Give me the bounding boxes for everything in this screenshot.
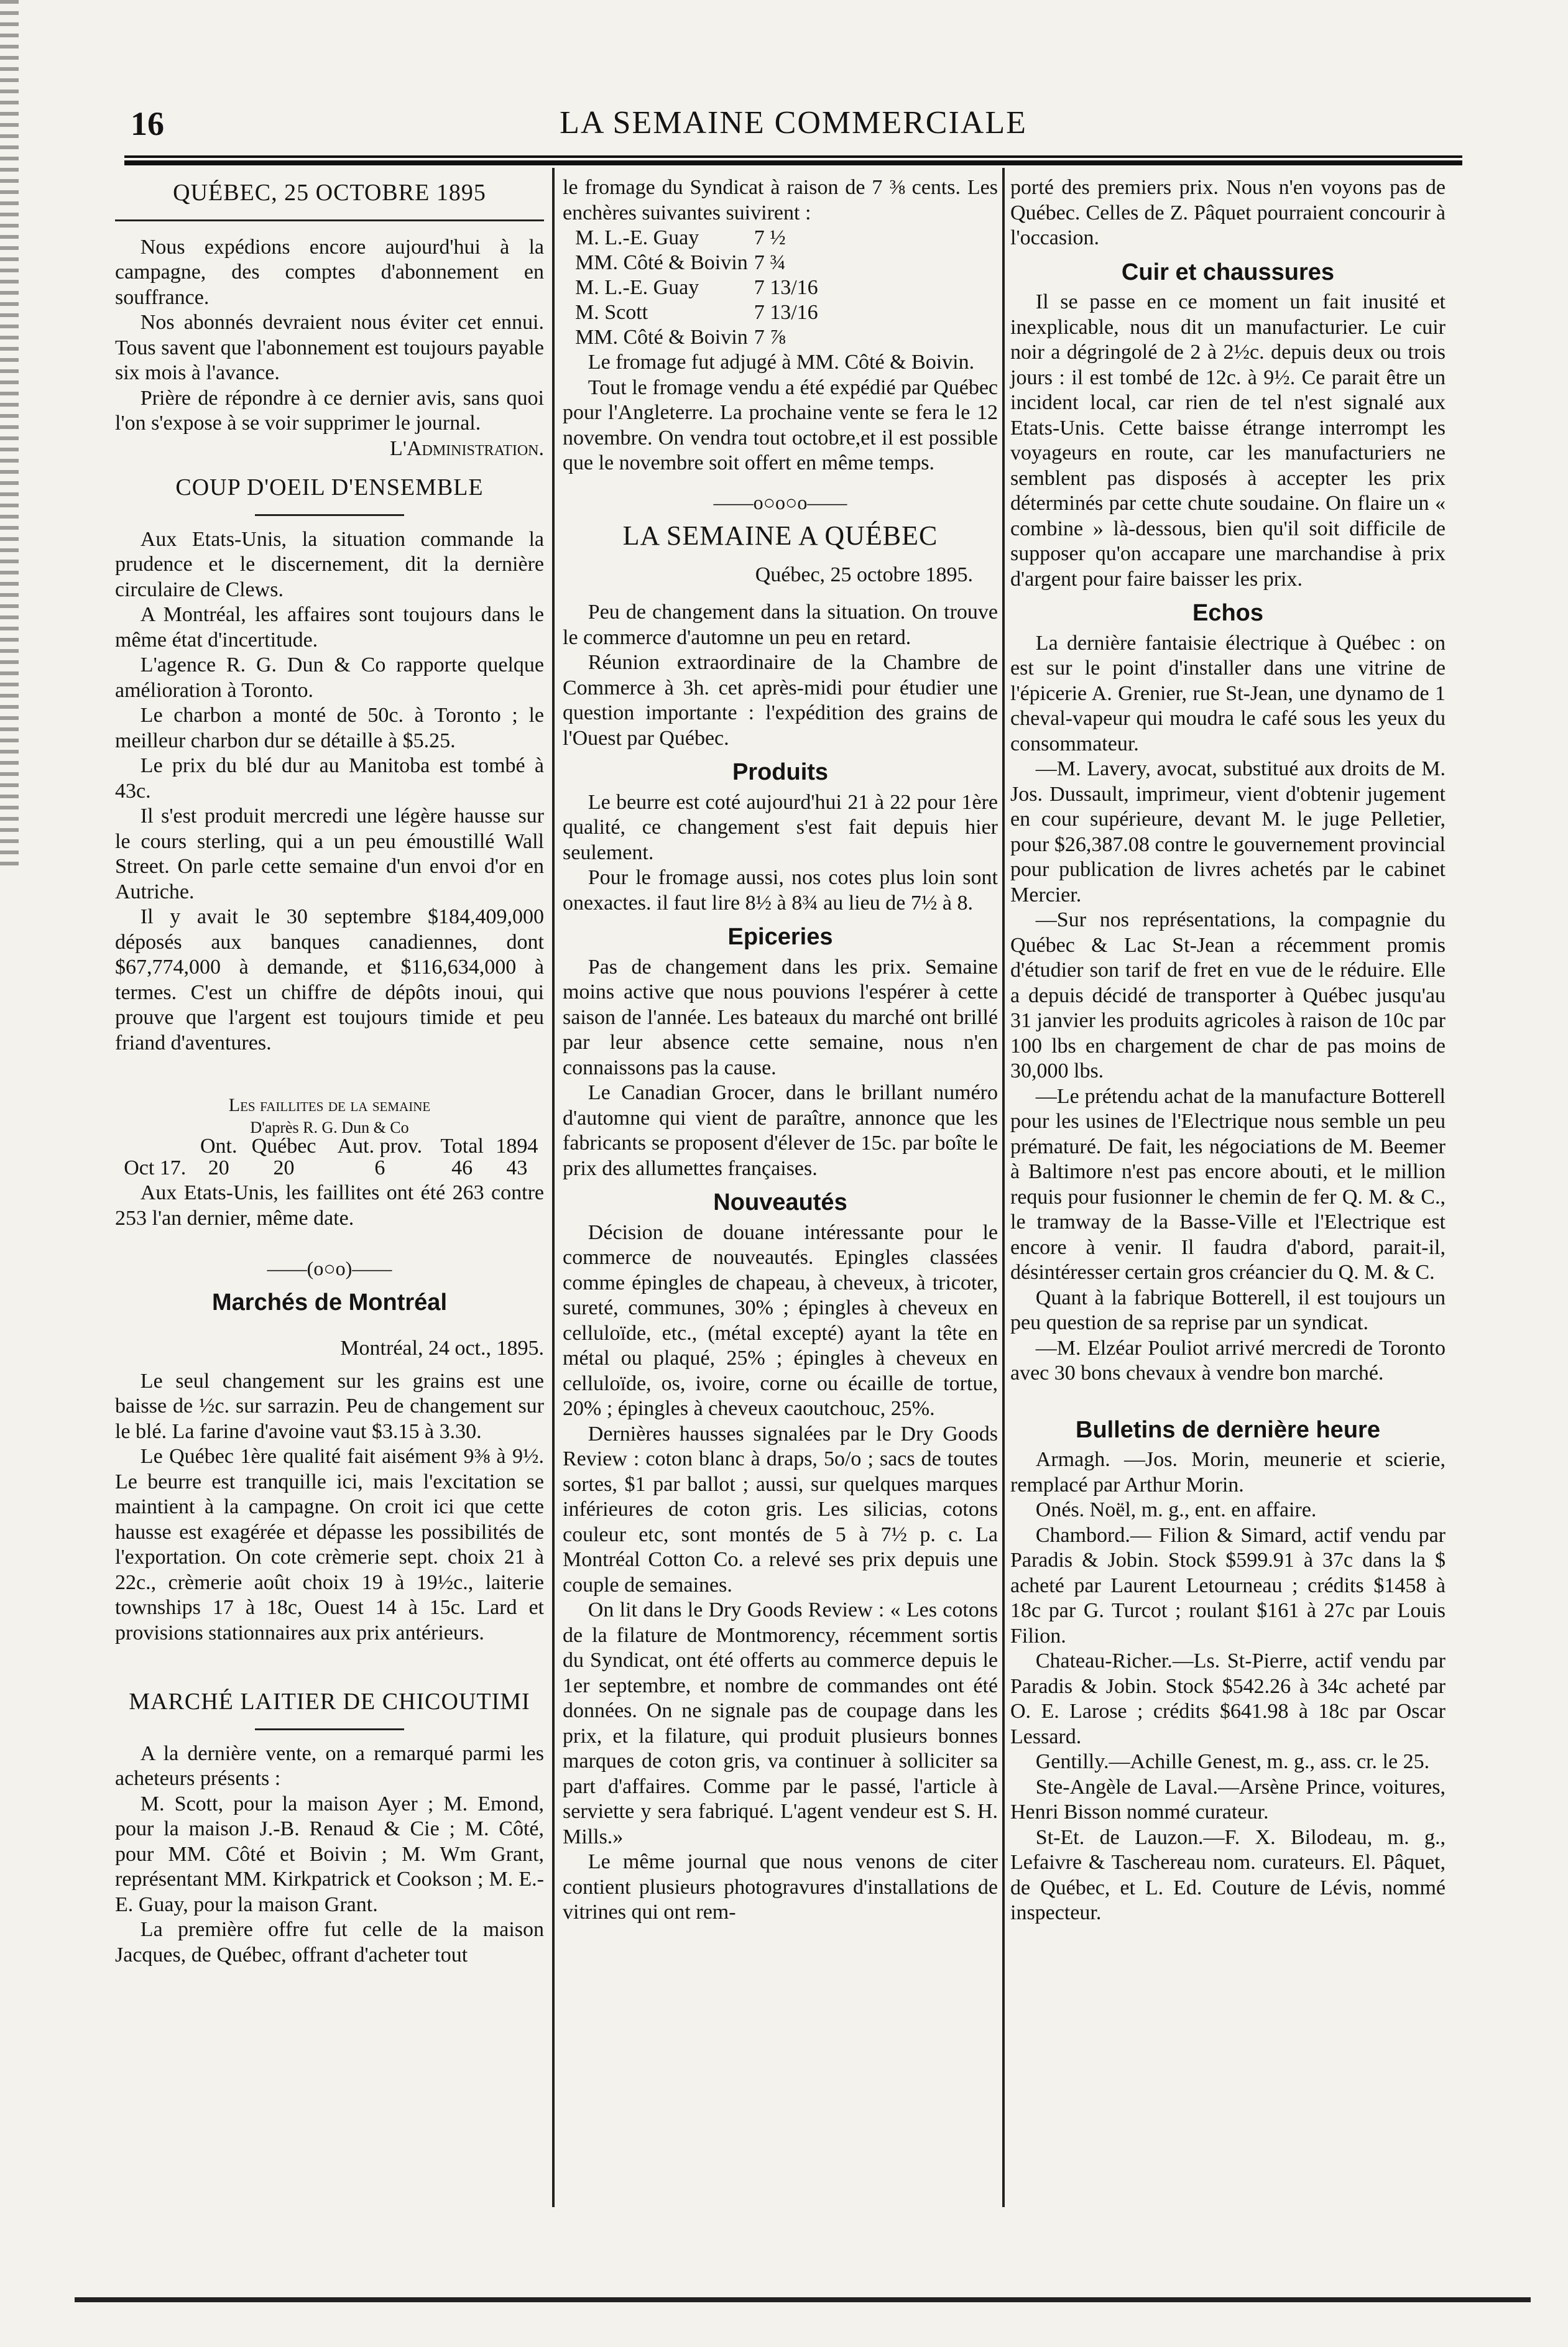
bulletin-item: Gentilly.—Achille Genest, m. g., ass. cr. le 25.	[1035, 1750, 1430, 1773]
auction-note: Tout le fromage vendu a été expédié par Québec pour l'Angleterre. La prochaine vente se fera le 12 novembre. On vendra tout octobre,et il est possible que le novembre soit offert en même temps.	[563, 376, 998, 474]
semaine-a-quebec-heading: LA SEMAINE A QUÉBEC	[622, 520, 938, 551]
bulletins-heading: Bulletins de dernière heure	[1076, 1416, 1380, 1443]
chicoutimi-paragraph: A la dernière vente, on a remarqué parmi les acheteurs présents :	[115, 1741, 544, 1790]
faillites-data-row	[115, 1156, 544, 1181]
continued-paragraph: le fromage du Syndicat à raison de 7 ⅜ cents. Les enchères suivantes suivirent :	[563, 176, 998, 224]
bid-price: 7 ½	[754, 226, 786, 249]
marches-montreal-heading: Marchés de Montréal	[212, 1289, 447, 1316]
faillites-cell: 20	[273, 1156, 295, 1179]
marches-paragraph: Le Québec 1ère qualité fait aisément 9⅜ à 9½. Le beurre est tranquille ici, mais l'excitation se maintient à la campagne. On croit ici que cette hausse est exagérée et dépasse les possibilités de l'exportation. On cote crèmerie sept. choix 21 à 22c., crèmerie août choix 19 à 19½c., laiterie townships 17 à 18c, Ouest 14 à 15c. Lard et provisions stationnaires aux prix antérieurs.	[115, 1445, 544, 1644]
faillites-cell: Oct 17.	[124, 1156, 187, 1179]
marches-paragraph: Le seul changement sur les grains est une baisse de ½c. sur sarrazin. Peu de changement sur le blé. La farine d'avoine vaut $3.15 à 3.30.	[115, 1369, 544, 1443]
nouveautes-paragraph: Le même journal que nous venons de citer contient plusieurs photogravures d'installations de vitrines qui ont rem-	[563, 1850, 998, 1924]
auction-row	[575, 325, 824, 350]
produits-paragraph: Le beurre est coté aujourd'hui 21 à 22 pour 1ère qualité, ce changement s'est fait depuis hier seulement.	[563, 790, 998, 864]
header-rule-thin	[124, 155, 1462, 158]
lsq-paragraph: Peu de changement dans la situation. On trouve le commerce d'automne un peu en retard.	[563, 601, 998, 649]
faillites-header-row	[115, 1137, 544, 1156]
header-rule-thick	[124, 160, 1462, 165]
section-rule	[255, 514, 404, 516]
echos-paragraph: —Sur nos représentations, la compagnie du Québec & Lac St-Jean a récemment promis d'étudier son tarif de fret en vue de le réduire. Elle a depuis décidé de transporter à Québec jusqu'au 31 janvier les produits agricoles à raison de 10c par 100 lbs en chargement de char de pas moins de 30,000 lbs.	[1010, 908, 1446, 1082]
bid-price: 7 ⅞	[754, 326, 786, 349]
echos-paragraph: Quant à la fabrique Botterell, il est toujours un peu question de sa reprise par un syndicat.	[1010, 1286, 1446, 1334]
page-edge-artifact	[0, 0, 19, 870]
notice-paragraph: Prière de répondre à ce dernier avis, sans quoi l'on s'expose à se voir supprimer le journal.	[115, 386, 544, 435]
bulletin-item: Ste-Angèle de Laval.—Arsène Prince, voitures, Henri Bisson nommé curateur.	[1010, 1775, 1446, 1824]
bulletin-item: Armagh. —Jos. Morin, meunerie et scierie, remplacé par Arthur Morin.	[1010, 1448, 1446, 1496]
ornament-separator: ——o○o○o——	[713, 491, 847, 514]
column-2	[563, 175, 998, 1925]
auction-row	[575, 300, 824, 325]
echos-paragraph: —M. Elzéar Pouliot arrivé mercredi de Toronto avec 30 bons chevaux à vendre bon marché.	[1010, 1336, 1446, 1385]
epiceries-paragraph: Le Canadian Grocer, dans le brillant numéro d'automne qui vient de paraître, annonce que les fabricants se proposent d'élever de 15c. par boîte le prix des allumettes françaises.	[563, 1081, 998, 1180]
coup-paragraph: Il y avait le 30 septembre $184,409,000 déposés aux banques canadiennes, dont $67,774,000 à demande, et $116,634,000 à termes. C'est un chiffre de dépôts inoui, qui prouve que l'argent est toujours timide et peu friand d'aventures.	[115, 905, 544, 1054]
lsq-dateline: Québec, 25 octobre 1895.	[755, 563, 973, 586]
coup-paragraph: Le charbon a monté de 50c. à Toronto ; le meilleur charbon dur se détaille à $5.25.	[115, 704, 544, 752]
faillites-note: Aux Etats-Unis, les faillites ont été 263 contre 253 l'an dernier, même date.	[115, 1181, 544, 1230]
cuir-chaussures-heading: Cuir et chaussures	[1121, 259, 1335, 285]
bidder: M. L.-E. Guay	[575, 276, 699, 299]
coup-doeil-heading: COUP D'OEIL D'ENSEMBLE	[175, 474, 484, 500]
coup-paragraph: Le prix du blé dur au Manitoba est tombé à 43c.	[115, 754, 544, 803]
newspaper-title: LA SEMAINE COMMERCIALE	[560, 105, 1027, 141]
bid-price: 7 ¾	[754, 251, 786, 274]
page-number: 16	[131, 105, 164, 142]
chicoutimi-paragraph: La première offre fut celle de la maison Jacques, de Québec, offrant d'acheter tout	[115, 1918, 544, 1967]
bulletin-item: Onés. Noël, m. g., ent. en affaire.	[1035, 1498, 1317, 1521]
notice-paragraph: Nous expédions encore aujourd'hui à la campagne, des comptes d'abonnement en souffrance.	[115, 235, 544, 309]
notice-paragraph: Nos abonnés devraient nous éviter cet ennui. Tous savent que l'abonnement est toujours payable six mois à l'avance.	[115, 311, 544, 384]
cuir-paragraph: Il se passe en ce moment un fait inusité et inexplicable, nous dit un manufacturier. Le cuir noir a dégringolé de 2 à 2½c. depuis deux ou trois jours : il est tombé de 12c. à 9½. Ce parait être un incident local, car rien de tel n'est signalé aux Etats-Unis. Cette baisse étrange interrompt les voyageurs en route, car les manufacturiers ne semblent pas disposés à accepter les prix déterminés par cette chute soudaine. On flaire un « combine » là-dessous, bien qu'il soit difficile de supposer qu'on accapare une marchandise à prix d'argent pour faire baisser les prix.	[1010, 290, 1446, 591]
faillites-col-header: 1894	[496, 1134, 538, 1158]
column-1	[115, 175, 544, 1968]
faillites-col-header: Aut. prov.	[337, 1134, 423, 1158]
bulletin-item: Chateau-Richer.—Ls. St-Pierre, actif vendu par Paradis & Jobin. Stock $542.26 à 34c acheté par O. E. Larose ; crédits $641.98 à 18c par Oscar Lessard.	[1010, 1649, 1446, 1748]
produits-paragraph: Pour le fromage aussi, nos cotes plus loin sont onexactes. il faut lire 8½ à 8¾ au lieu de 7½ à 8.	[563, 866, 998, 915]
bid-price: 7 13/16	[754, 301, 818, 324]
epiceries-paragraph: Pas de changement dans les prix. Semaine moins active que nous pouvions l'espérer à cette saison de l'année. Les bateaux du marché ont brillé par leur absence cette semaine, nous n'en connaissons pas la cause.	[563, 955, 998, 1079]
faillites-col-header: Total	[440, 1134, 484, 1158]
coup-paragraph: Il s'est produit mercredi une légère hausse sur le cours sterling, qui a un peu émoustillé Wall Street. On parle cette semaine d'un envoi d'or en Autriche.	[115, 805, 544, 903]
faillites-cell: 46	[451, 1156, 473, 1179]
column-divider-2	[1002, 168, 1005, 2207]
page-header	[124, 104, 1462, 154]
continued-paragraph: porté des premiers prix. Nous n'en voyons pas de Québec. Celles de Z. Pâquet pourraient concourir à l'occasion.	[1010, 176, 1446, 249]
administration-signature: L'Administration.	[390, 436, 544, 460]
nouveautes-heading: Nouveautés	[713, 1189, 847, 1215]
bulletin-item: St-Et. de Lauzon.—F. X. Bilodeau, m. g., Lefaivre & Taschereau nom. curateurs. El. Pâquet, de Québec, et L. Ed. Couture de Lévis, nommé inspecteur.	[1010, 1825, 1446, 1924]
coup-paragraph: A Montréal, les affaires sont toujours dans le même état d'incertitude.	[115, 603, 544, 652]
lsq-paragraph: Réunion extraordinaire de la Chambre de Commerce à 3h. cet après-midi pour étudier une question importante : l'expédition des grains de l'Ouest par Québec.	[563, 651, 998, 750]
faillites-cell: 20	[208, 1156, 229, 1179]
bidder: MM. Côté & Boivin	[575, 326, 748, 349]
section-rule	[255, 1728, 404, 1730]
faillites-col-header: Ont.	[200, 1134, 238, 1158]
epiceries-heading: Epiceries	[727, 924, 833, 950]
echos-paragraph: La dernière fantaisie électrique à Québec : on est sur le point d'installer dans une vitrine de l'épicerie A. Grenier, rue St-Jean, une dynamo de 1 cheval-vapeur qui moudra le café sous les yeux du consommateur.	[1010, 631, 1446, 755]
coup-paragraph: Aux Etats-Unis, la situation commande la prudence et le discernement, dit la dernière circulaire de Clews.	[115, 527, 544, 601]
chicoutimi-heading: MARCHÉ LAITIER DE CHICOUTIMI	[129, 1689, 530, 1715]
bidder: M. Scott	[575, 301, 648, 324]
faillites-heading: Les faillites de la semaine	[228, 1095, 431, 1115]
footer-rule	[75, 2297, 1531, 2302]
produits-heading: Produits	[732, 759, 829, 785]
auction-row	[575, 275, 824, 300]
faillites-cell: 43	[506, 1156, 528, 1179]
coup-paragraph: L'agence R. G. Dun & Co rapporte quelque amélioration à Toronto.	[115, 653, 544, 702]
faillites-col-header: Québec	[251, 1134, 316, 1158]
echos-paragraph: —Le prétendu achat de la manufacture Botterell pour les usines de l'Electrique nous semble un peu prématuré. De fait, les négociations de M. Beemer à Baltimore n'est pas encore abouti, et le million requis pour fusionner le chemin de fer Q. M. & C., le tramway de la Basse-Ville et l'Electrique est encore à venir. Il faudra d'abord, parait-il, désintéresser certain gros créancier du Q. M. & C.	[1010, 1084, 1446, 1284]
bidder: MM. Côté & Boivin	[575, 251, 748, 274]
dateline-quebec: QUÉBEC, 25 OCTOBRE 1895	[173, 180, 486, 206]
column-divider-1	[552, 168, 555, 2207]
faillites-cell: 6	[374, 1156, 385, 1179]
nouveautes-paragraph: Décision de douane intéressante pour le commerce de nouveautés. Epingles classées comme épingles de chapeau, à cheveux, à tricoter, sureté, communes, 30% ; épingles à cheveux en celluloïde, etc., (métal excepté) ayant la tête en métal ou plaqué, 25% ; épingles à cheveux en celluloïde, os, ivoire, corne ou écaille de tortue, 20% ; épingles à cheveux caoutchouc, 25%.	[563, 1220, 998, 1420]
faillites-table	[115, 1134, 544, 1181]
chicoutimi-paragraph: M. Scott, pour la maison Ayer ; M. Emond, pour la maison J.-B. Renaud & Cie ; M. Côté, pour MM. Côté et Boivin ; M. Wm Grant, représentant MM. Kirkpatrick et Cookson ; M. E.-E. Guay, pour la maison Grant.	[115, 1792, 544, 1916]
echos-heading: Echos	[1192, 600, 1264, 626]
bulletin-item: Chambord.— Filion & Simard, actif vendu par Paradis & Jobin. Stock $599.91 à 37c dans la $ acheté par Laurent Letourneau ; crédits $1458 à 18c par G. Turcot ; roulant $161 à 27c par Louis Filion.	[1010, 1523, 1446, 1648]
marches-dateline: Montréal, 24 oct., 1895.	[340, 1337, 544, 1360]
ornament-separator: ——(o○o)——	[267, 1257, 392, 1280]
auction-bids-table	[575, 226, 824, 350]
nouveautes-paragraph: Dernières hausses signalées par le Dry Goods Review : coton blanc à draps, 5o/o ; sacs de toutes sortes, $1 par ballot ; aussi, sur quelques marques inférieures de coton gris. Les silicias, cotons couleur etc, sont montés de 5 à 7½ p. c. La Montréal Cotton Co. a relevé ses prix depuis une couple de semaines.	[563, 1422, 998, 1597]
nouveautes-paragraph: On lit dans le Dry Goods Review : « Les cotons de la filature de Montmorency, récemment sortis du Syndicat, ont été offerts au commerce depuis le 1er septembre, et nombre de commandes ont été données. On ne signale pas de coupage dans les prix, et la filature, qui produit plusieurs bonnes marques de coton gris, va continuer à solliciter sa part d'affaires. Comme par le passé, l'article à serviette y sera fabriqué. L'agent vendeur est S. H. Mills.»	[563, 1598, 998, 1848]
faillites-source: D'après R. G. Dun & Co	[250, 1118, 409, 1137]
faillites-col-header	[115, 1137, 195, 1156]
bidder: M. L.-E. Guay	[575, 226, 699, 249]
echos-paragraph: —M. Lavery, avocat, substitué aux droits de M. Jos. Dussault, imprimeur, vient d'obtenir jugement en cour supérieure, devant M. le juge Pelletier, pour $26,387.08 contre le gouvernement provincial pour publication de livres achetés par le cabinet Mercier.	[1010, 757, 1446, 906]
column-3	[1010, 175, 1446, 1926]
bid-price: 7 13/16	[754, 276, 818, 299]
auction-row	[575, 251, 824, 275]
auction-result: Le fromage fut adjugé à MM. Côté & Boivin.	[588, 351, 975, 374]
dateline-rule	[115, 219, 544, 221]
auction-row	[575, 226, 824, 251]
